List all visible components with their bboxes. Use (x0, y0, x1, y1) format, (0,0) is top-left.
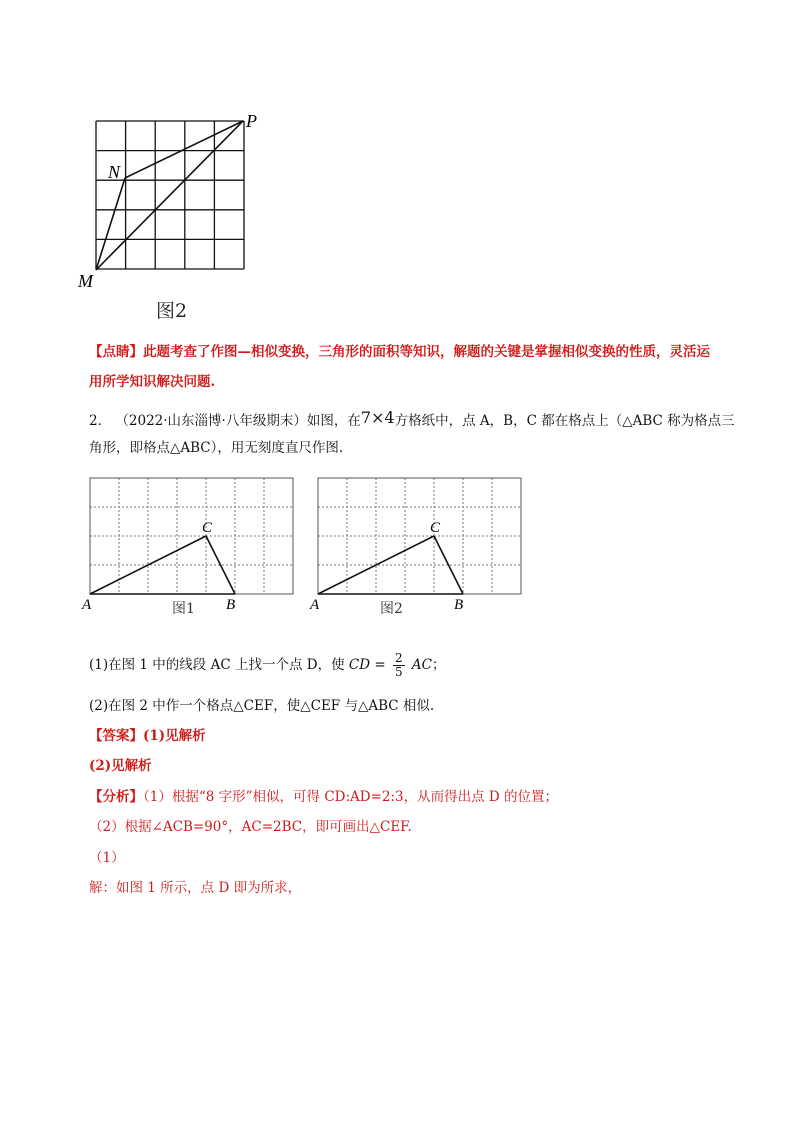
grid-figure-2 (308, 470, 528, 630)
label-b-1: B (226, 597, 236, 613)
question-1-rhs: AC (411, 657, 432, 673)
figure-caption-top: 图2 (156, 300, 188, 322)
dianjing-line2: 用所学知识解决问题. (89, 374, 216, 390)
solution-part: （1） (89, 850, 125, 866)
question-2: (2)在图 2 中作一个格点△CEF，使△CEF 与△ABC 相似. (89, 698, 435, 714)
answer-tag: 【答案】 (89, 728, 143, 744)
grid-7x4-1 (90, 478, 293, 594)
solution-line: 解：如图 1 所示，点 D 即为所求， (89, 880, 302, 896)
grid-figure-mnp (70, 105, 290, 315)
question-1-prefix: (1)在图 1 中的线段 AC 上找一个点 D，使 (89, 657, 345, 673)
problem-line2: 角形，即格点△ABC），用无刻度直尺作图. (89, 440, 344, 456)
label-m: M (78, 271, 93, 291)
question-1 (89, 652, 445, 679)
dianjing-tag: 【点睛】 (89, 344, 143, 360)
label-p: P (246, 111, 257, 131)
answer-line1 (89, 726, 206, 746)
caption-fig1: 图1 (172, 601, 195, 617)
problem-line1-rest: 方格纸中，点 A，B，C 都在格点上（△ABC 称为格点三 (394, 413, 735, 429)
question-1-end: ； (431, 657, 446, 673)
analysis-tag: 【分析】 (89, 789, 143, 805)
problem-source: （2022·山东淄博·八年级期末）如图，在 (115, 413, 361, 429)
label-n: N (108, 162, 121, 182)
analysis-line2: （2）根据∠ACB=90°，AC=2BC，即可画出△CEF. (89, 819, 412, 835)
answer-1: (1)见解析 (143, 728, 206, 744)
question-1-lhs: CD = (348, 657, 386, 673)
answer-line2: (2)见解析 (89, 758, 152, 774)
label-a-2: A (310, 597, 320, 613)
label-c-2: C (430, 520, 441, 536)
problem-size: 7×4 (360, 408, 395, 427)
label-a-1: A (82, 597, 92, 613)
analysis-line1 (89, 787, 558, 807)
problem-number: 2． (89, 413, 112, 429)
dianjing-line1 (89, 342, 710, 362)
fraction-numerator: 2 (394, 651, 403, 665)
problem-line1 (89, 408, 735, 431)
segment-np (125, 121, 243, 178)
fraction-2-5 (393, 652, 405, 679)
label-b-2: B (454, 597, 464, 613)
label-c-1: C (202, 520, 213, 536)
segment-mp (96, 121, 243, 270)
grid-figure-1 (80, 470, 300, 630)
grid-7x4-2 (318, 478, 521, 594)
caption-fig2: 图2 (380, 601, 403, 617)
analysis-text1: （1）根据“8 字形”相似，可得 CD:AD=2:3，从而得出点 D 的位置； (143, 789, 559, 805)
dianjing-text1: 此题考查了作图—相似变换，三角形的面积等知识，解题的关键是掌握相似变换的性质，灵活运 (143, 344, 710, 360)
fraction-denominator: 5 (394, 665, 403, 679)
